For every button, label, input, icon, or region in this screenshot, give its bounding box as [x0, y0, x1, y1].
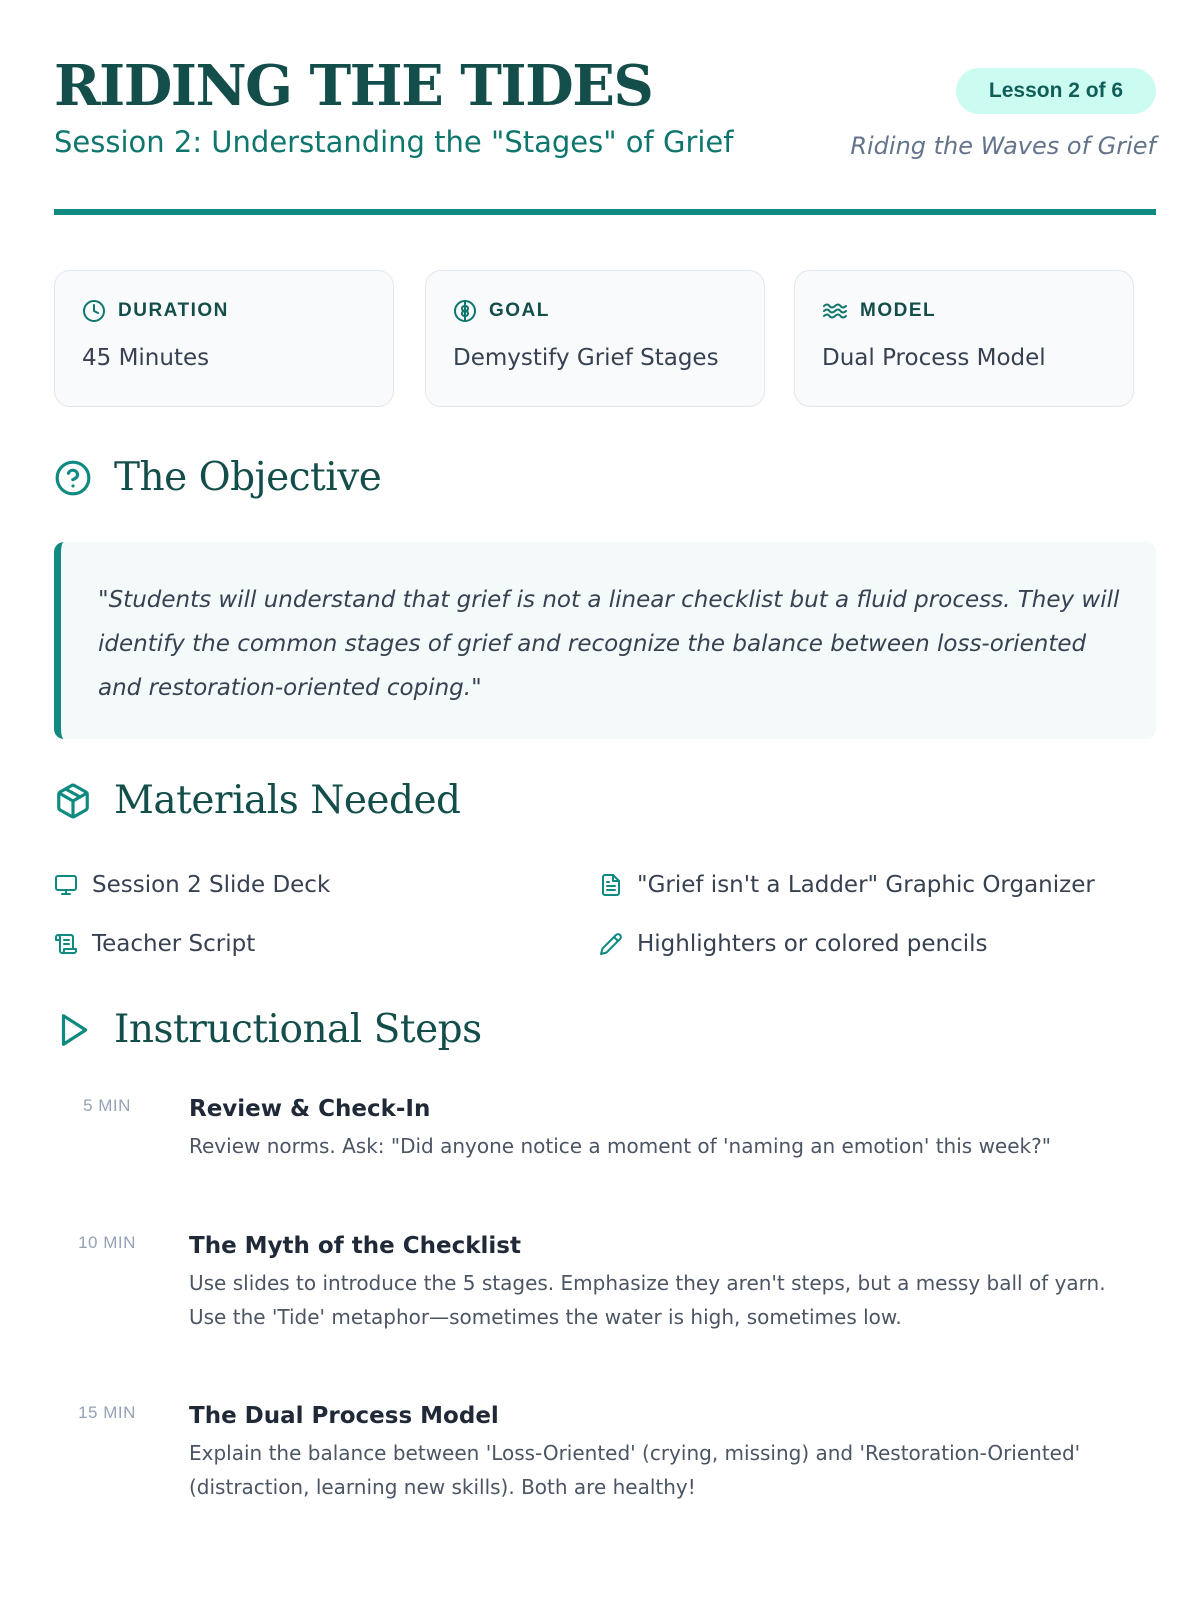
- card-value: 45 Minutes: [82, 345, 210, 371]
- lesson-plan-page: [54, 0, 1156, 1600]
- card-label: DURATION: [118, 300, 229, 321]
- header-divider: [54, 209, 1156, 215]
- model-card: [794, 270, 1134, 407]
- info-cards: [54, 270, 1156, 407]
- material-label: Session 2 Slide Deck: [92, 872, 331, 898]
- page-subtitle: Session 2: Understanding the "Stages" of Grief: [54, 125, 734, 159]
- goal-card: [425, 270, 765, 407]
- step-time: 5 MIN: [83, 1096, 131, 1115]
- step-title: The Dual Process Model: [189, 1403, 499, 1429]
- document-icon: [599, 873, 623, 897]
- list-item: [599, 872, 1095, 898]
- card-value: Dual Process Model: [822, 345, 1046, 371]
- list-item: [54, 872, 330, 898]
- pencil-icon: [599, 932, 623, 956]
- step-description: Use slides to introduce the 5 stages. Emphasize they aren't steps, but a messy ball of yarn. Use the 'Tide' metaphor—sometimes the water is high, sometimes low.: [189, 1271, 1106, 1329]
- card-label: GOAL: [489, 300, 550, 321]
- package-icon: [54, 782, 92, 820]
- play-icon: [54, 1011, 92, 1049]
- brain-icon: [453, 299, 477, 323]
- waves-icon: [822, 299, 848, 323]
- scroll-icon: [54, 932, 78, 956]
- section-title: Instructional Steps: [114, 1007, 482, 1052]
- material-label: Teacher Script: [92, 931, 256, 957]
- step-description: Review norms. Ask: "Did anyone notice a moment of 'naming an emotion' this week?": [189, 1134, 1051, 1158]
- material-label: "Grief isn't a Ladder" Graphic Organizer: [637, 872, 1095, 898]
- monitor-icon: [54, 873, 78, 897]
- list-item: [599, 931, 988, 957]
- objective-text: "Students will understand that grief is not a linear checklist but a fluid process. They will identify the common stages of grief and recognize the balance between loss-oriented and restoration-oriented coping.": [98, 587, 1120, 701]
- header: [54, 0, 1156, 215]
- objective-quote: [54, 542, 1156, 739]
- material-label: Highlighters or colored pencils: [637, 931, 988, 957]
- question-circle-icon: [54, 459, 92, 497]
- card-label: MODEL: [860, 300, 937, 321]
- lesson-badge: Lesson 2 of 6: [956, 68, 1156, 114]
- list-item: [54, 931, 255, 957]
- step-time: 10 MIN: [78, 1233, 136, 1252]
- duration-card: [54, 270, 394, 407]
- steps-heading: [54, 1007, 482, 1052]
- step-title: Review & Check-In: [189, 1096, 431, 1122]
- materials-heading: [54, 778, 461, 823]
- step-title: The Myth of the Checklist: [189, 1233, 521, 1259]
- card-value: Demystify Grief Stages: [453, 345, 719, 371]
- page-title: RIDING THE TIDES: [54, 53, 653, 119]
- series-name: Riding the Waves of Grief: [850, 132, 1156, 160]
- step-description: Explain the balance between 'Loss-Oriented' (crying, missing) and 'Restoration-Oriented' (distraction, learning new skills). Both are healthy!: [189, 1441, 1081, 1499]
- objective-heading: [54, 455, 381, 500]
- section-title: Materials Needed: [114, 778, 461, 823]
- clock-icon: [82, 299, 106, 323]
- section-title: The Objective: [114, 455, 382, 500]
- materials-list: [54, 872, 1156, 1012]
- step-time: 15 MIN: [78, 1403, 136, 1422]
